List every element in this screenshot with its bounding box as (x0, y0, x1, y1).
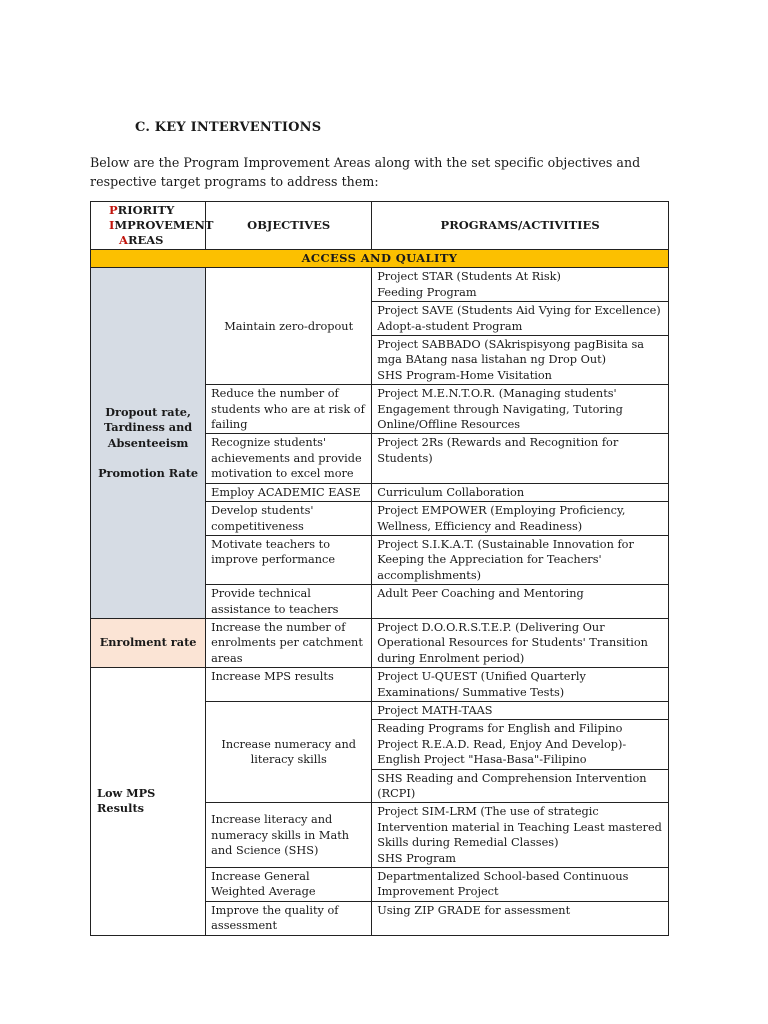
program-cell: Project 2Rs (Rewards and Recognition for Students) (372, 434, 669, 483)
area-dropout: Dropout rate, Tardiness and Absenteeism Promotion Rate (91, 268, 206, 619)
program-cell: Project SAVE (Students Aid Vying for Excellence) Adopt-a-student Program (372, 302, 669, 336)
table-row (91, 268, 669, 302)
objective-cell: Increase MPS results (206, 668, 372, 702)
objective-cell: Develop students' competitiveness (206, 502, 372, 536)
objective-cell: Reduce the number of students who are at risk of failing (206, 385, 372, 434)
header-programs: PROGRAMS/ACTIVITIES (372, 202, 669, 250)
section-access-quality: ACCESS AND QUALITY (91, 250, 669, 268)
key-interventions-table (90, 201, 669, 936)
program-cell: Project S.I.K.A.T. (Sustainable Innovation for Keeping the Appreciation for Teachers' accomplishments) (372, 535, 669, 584)
header-objectives: OBJECTIVES (206, 202, 372, 250)
program-cell: Using ZIP GRADE for assessment (372, 901, 669, 935)
objective-cell: Motivate teachers to improve performance (206, 535, 372, 584)
objective-cell: Recognize students' achievements and provide motivation to excel more (206, 434, 372, 483)
table-header-row (91, 202, 669, 250)
area-low-mps: Low MPS Results (91, 668, 206, 936)
program-cell: Departmentalized School-based Continuous Improvement Project (372, 868, 669, 902)
objective-cell: Increase General Weighted Average (206, 868, 372, 902)
objective-cell: Increase numeracy and literacy skills (206, 701, 372, 802)
objective-cell: Increase the number of enrolments per catchment areas (206, 618, 372, 667)
objective-cell: Improve the quality of assessment (206, 901, 372, 935)
program-cell: Reading Programs for English and Filipino Project R.E.A.D. Read, Enjoy And Develop)-English Project "Hasa-Basa"-Filipino (372, 720, 669, 769)
table-row (91, 668, 669, 702)
program-cell: Project SIM-LRM (The use of strategic Intervention material in Teaching Least mastered Skills during Remedial Classes) SHS Program (372, 803, 669, 868)
objective-cell: Maintain zero-dropout (206, 268, 372, 385)
program-cell: Project MATH-TAAS (372, 701, 669, 719)
area-enrolment: Enrolment rate (91, 618, 206, 667)
program-cell: Project U-QUEST (Unified Quarterly Examinations/ Summative Tests) (372, 668, 669, 702)
program-cell: Curriculum Collaboration (372, 483, 669, 501)
program-cell: Project STAR (Students At Risk) Feeding Program (372, 268, 669, 302)
section-heading: C. KEY INTERVENTIONS (135, 120, 322, 135)
table-row (91, 618, 669, 667)
header-priority-areas: PRIORITY IMPROVEMENT AREAS (91, 202, 206, 250)
program-cell: Adult Peer Coaching and Mentoring (372, 585, 669, 619)
program-cell: Project D.O.O.R.S.T.E.P. (Delivering Our Operational Resources for Students' Transition during Enrolment period) (372, 618, 669, 667)
objective-cell: Increase literacy and numeracy skills in Math and Science (SHS) (206, 803, 372, 868)
section-row (91, 250, 669, 268)
program-cell: SHS Reading and Comprehension Intervention (RCPI) (372, 769, 669, 803)
program-cell: Project SABBADO (SAkrispisyong pagBisita sa mga BAtang nasa listahan ng Drop Out) SHS Program-Home Visitation (372, 336, 669, 385)
objective-cell: Provide technical assistance to teachers (206, 585, 372, 619)
objective-cell: Employ ACADEMIC EASE (206, 483, 372, 501)
program-cell: Project EMPOWER (Employing Proficiency, Wellness, Efficiency and Readiness) (372, 502, 669, 536)
program-cell: Project M.E.N.T.O.R. (Managing students' Engagement through Navigating, Tutoring Online/Offline Resources (372, 385, 669, 434)
intro-paragraph: Below are the Program Improvement Areas along with the set specific objectives and respective target programs to address them: (90, 155, 641, 189)
